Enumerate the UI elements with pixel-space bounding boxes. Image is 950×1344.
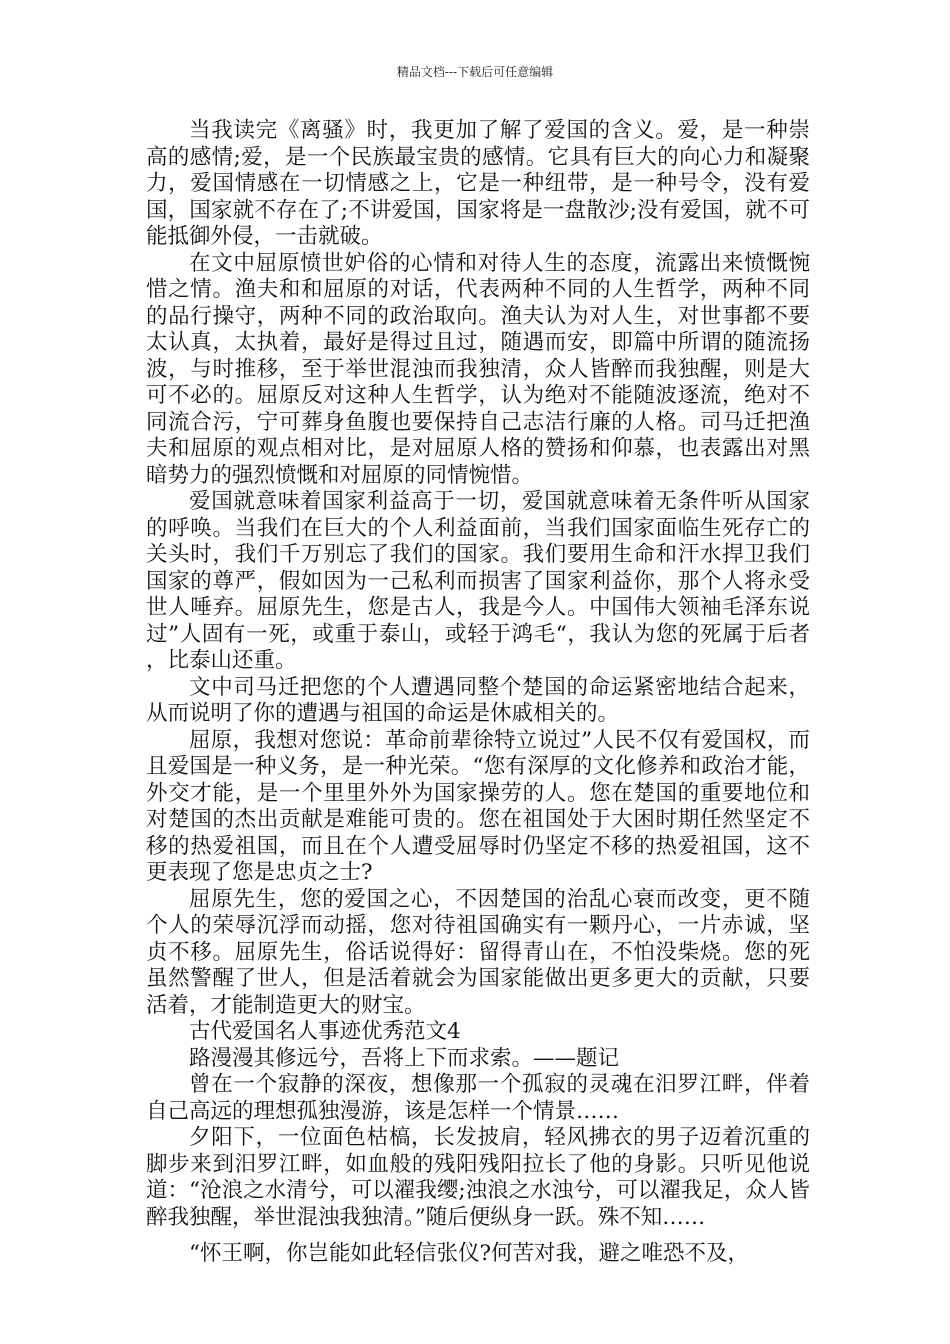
- paragraph: 当我读完《离骚》时，我更加了解了爱国的含义。爱，是一种崇高的感情;爱，是一个民族最宝贵的感情。它具有巨大的向心力和凝聚力，爱国情感在一切情感之上，它是一种纽带，是一种号令，没有爱国，国家就不存在了;不讲爱国，国家将是一盘散沙;没有爱国，就不可能抵御外侵，一击就破。: [146, 118, 810, 249]
- page-header: 精品文档---下载后可任意编辑: [396, 65, 554, 79]
- paragraph: 爱国就意味着国家利益高于一切，爱国就意味着无条件听从国家的呼唤。当我们在巨大的个人利益面前，当我们国家面临生死存亡的关头时，我们千万别忘了我们的国家。我们要用生命和汗水捍卫我们国家的尊严，假如因为一己私利而损害了国家利益你，那个人将永受世人唾弃。屈原先生，您是古人，我是今人。中国伟大领袖毛泽东说过”人固有一死，或重于泰山，或轻于鸿毛“，我认为您的死属于后者，比泰山还重。: [146, 489, 810, 673]
- paragraph: 夕阳下，一位面色枯槁，长发披肩，轻风拂衣的男子迈着沉重的脚步来到汨罗江畔，如血般的残阳残阳拉长了他的身影。只听见他说道：“沧浪之水清兮，可以濯我缨;浊浪之水浊兮，可以濯我足，众人皆醉我独醒，举世混浊我独清。”随后便纵身一跃。殊不知……: [146, 1125, 810, 1230]
- paragraph: 曾在一个寂静的深夜，想像那一个孤寂的灵魂在汨罗江畔，伴着自己高远的理想孤独漫游，该是怎样一个情景……: [146, 1072, 810, 1124]
- document-body: [146, 118, 810, 1268]
- epigraph: 路漫漫其修远兮，吾将上下而求索。——题记: [189, 1045, 620, 1071]
- section-heading: 古代爱国名人事迹优秀范文4: [189, 1019, 461, 1044]
- paragraph: 屈原，我想对您说：革命前辈徐特立说过”人民不仅有爱国权，而且爱国是一种义务，是一种光荣。“您有深厚的文化修养和政治才能，外交才能，是一个里里外外为国家操劳的人。您在楚国的重要地位和对楚国的杰出贡献是难能可贵的。您在祖国处于大困时期任然坚定不移的热爱祖国，而且在个人遭受屈辱时仍坚定不移的热爱祖国，这不更表现了您是忠贞之士?: [146, 727, 810, 885]
- paragraph: 文中司马迁把您的个人遭遇同整个楚国的命运紧密地结合起来，从而说明了你的遭遇与祖国的命运是休戚相关的。: [146, 674, 810, 726]
- paragraph: “怀王啊，你岂能如此轻信张仪?何苦对我，避之唯恐不及，: [189, 1241, 750, 1266]
- paragraph: 屈原先生，您的爱国之心，不因楚国的治乱心衰而改变，更不随个人的荣辱沉浮而动摇，您对待祖国确实有一颗丹心，一片赤诚，坚贞不移。屈原先生，俗话说得好：留得青山在，不怕没柴烧。您的死虽然警醒了世人，但是活着就会为国家能做出更多更大的贡献，只要活着，才能制造更大的财宝。: [146, 886, 810, 1018]
- paragraph: 在文中屈原愤世妒俗的心情和对待人生的态度，流露出来愤慨惋惜之情。渔夫和和屈原的对话，代表两种不同的人生哲学，两种不同的品行操守，两种不同的政治取向。渔夫认为对人生，对世事都不要太认真，太执着，最好是得过且过，随遇而安，即篇中所谓的随流扬波，与时推移，至于举世混浊而我独清，众人皆醉而我独醒，则是大可不必的。屈原反对这种人生哲学，认为绝对不能随波逐流，绝对不同流合污，宁可葬身鱼腹也要保持自己志洁行廉的人格。司马迁把渔夫和屈原的观点相对比，是对屈原人格的赞扬和仰慕，也表露出对黑暗势力的强烈愤慨和对屈原的同情惋惜。: [146, 250, 810, 488]
